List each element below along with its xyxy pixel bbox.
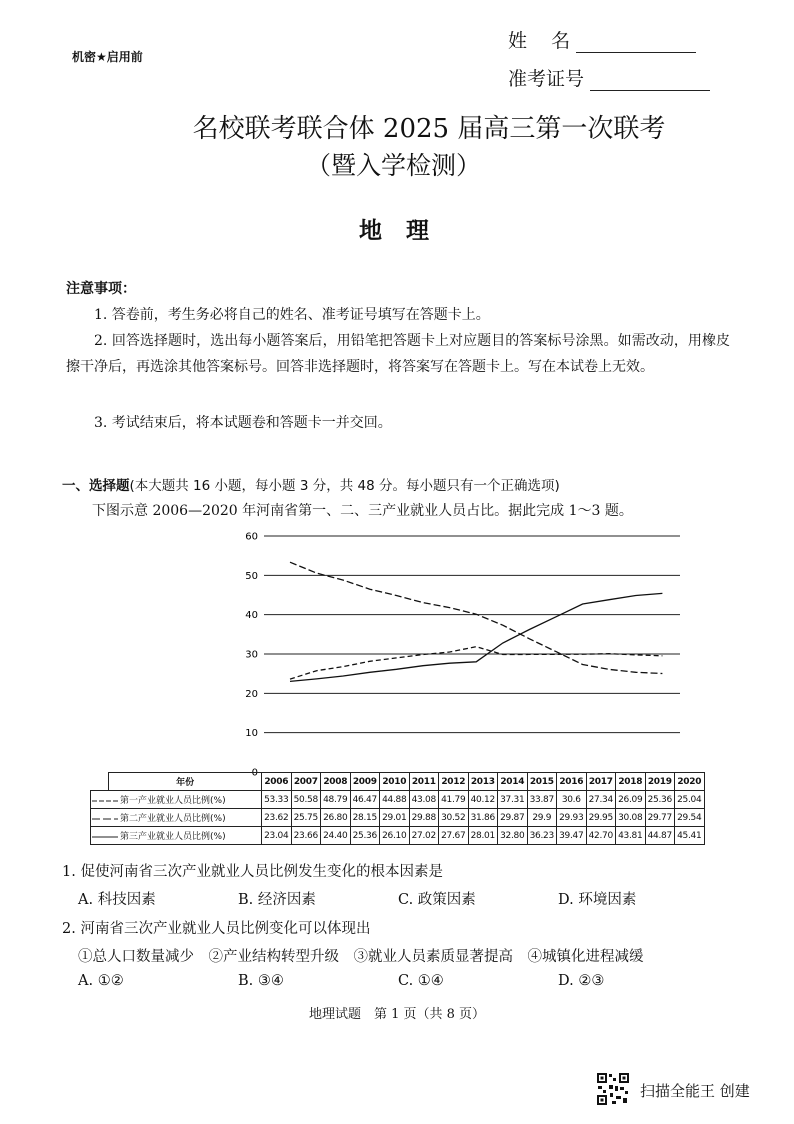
question-1-stem: 1. 促使河南省三次产业就业人员比例发生变化的根本因素是 <box>62 864 443 880</box>
legend-primary-label: 第一产业就业人员比例(%) <box>120 796 226 806</box>
table-cell: 28.15 <box>350 809 380 827</box>
question-1-option-c[interactable]: C. 政策因素 <box>398 892 476 908</box>
section-title: 一、选择题 <box>62 478 130 494</box>
table-row-secondary <box>91 809 705 827</box>
table-year: 2017 <box>586 773 616 791</box>
table-cell: 23.62 <box>262 809 292 827</box>
table-cell: 26.09 <box>616 791 646 809</box>
table-cell: 44.87 <box>645 827 675 845</box>
qr-code-icon <box>596 1072 630 1106</box>
table-cell: 29.54 <box>675 809 705 827</box>
table-cell: 50.58 <box>291 791 321 809</box>
y-tick-label: 10 <box>245 728 258 740</box>
question-1-option-a[interactable]: A. 科技因素 <box>78 892 156 908</box>
table-year: 2018 <box>616 773 646 791</box>
table-cell: 40.12 <box>468 791 498 809</box>
exam-id-field <box>508 64 710 91</box>
question-1-option-d[interactable]: D. 环境因素 <box>558 892 637 908</box>
question-2-option-d[interactable]: D. ②③ <box>558 973 605 989</box>
table-cell: 28.01 <box>468 827 498 845</box>
table-year: 2020 <box>675 773 705 791</box>
table-cell: 48.79 <box>321 791 351 809</box>
table-year: 2006 <box>262 773 292 791</box>
table-cell: 25.36 <box>350 827 380 845</box>
table-cell: 53.33 <box>262 791 292 809</box>
legend-tertiary-line <box>92 834 118 840</box>
scanner-brand: 扫描全能王 创建 <box>640 1082 750 1100</box>
table-cell: 41.79 <box>439 791 469 809</box>
notice-item-3: 3. 考试结束后，将本试题卷和答题卡一并交回。 <box>94 415 392 431</box>
table-cell: 33.87 <box>527 791 557 809</box>
table-cell: 30.08 <box>616 809 646 827</box>
table-year: 2007 <box>291 773 321 791</box>
table-cell: 29.01 <box>380 809 410 827</box>
table-cell: 26.80 <box>321 809 351 827</box>
series-line-secondary <box>290 647 662 679</box>
table-year: 2010 <box>380 773 410 791</box>
section-detail: (本大题共 16 小题，每小题 3 分，共 48 分。每小题只有一个正确选项) <box>129 478 560 494</box>
table-cell: 25.75 <box>291 809 321 827</box>
y-tick-label: 0 <box>251 767 258 779</box>
table-year: 2012 <box>439 773 469 791</box>
name-label: 姓 名 <box>508 30 571 52</box>
table-cell: 36.23 <box>527 827 557 845</box>
y-tick-label: 20 <box>245 688 258 700</box>
table-cell: 46.47 <box>350 791 380 809</box>
y-tick-label: 50 <box>245 570 258 582</box>
table-cell: 27.67 <box>439 827 469 845</box>
table-cell: 23.04 <box>262 827 292 845</box>
table-cell: 29.88 <box>409 809 439 827</box>
table-year: 2015 <box>527 773 557 791</box>
table-year: 2008 <box>321 773 351 791</box>
y-tick-label: 60 <box>245 531 258 543</box>
table-cell: 29.95 <box>586 809 616 827</box>
table-header-year: 年份 <box>109 773 262 791</box>
question-2-statements: ①总人口数量减少 ②产业结构转型升级 ③就业人员素质显著提高 ④城镇化进程减缓 <box>78 949 644 965</box>
legend-tertiary <box>91 827 262 845</box>
table-year: 2009 <box>350 773 380 791</box>
table-cell: 30.6 <box>557 791 587 809</box>
table-cell: 25.04 <box>675 791 705 809</box>
table-cell: 42.70 <box>586 827 616 845</box>
table-year: 2011 <box>409 773 439 791</box>
table-cell: 23.66 <box>291 827 321 845</box>
notice-item-1: 1. 答卷前，考生务必将自己的姓名、准考证号填写在答题卡上。 <box>94 307 490 323</box>
legend-secondary-line <box>92 816 118 822</box>
notice-heading: 注意事项： <box>66 281 136 297</box>
name-blank <box>576 32 696 53</box>
table-cell: 27.02 <box>409 827 439 845</box>
table-cell: 39.47 <box>557 827 587 845</box>
legend-primary-line <box>92 798 118 804</box>
question-1-options <box>78 888 718 909</box>
page-footer: 地理试题 第 1 页（共 8 页） <box>308 1007 486 1022</box>
question-1-option-b[interactable]: B. 经济因素 <box>238 892 316 908</box>
series-line-primary <box>290 562 662 673</box>
subject-title: 地理 <box>359 218 453 244</box>
table-cell: 30.52 <box>439 809 469 827</box>
legend-tertiary-label: 第三产业就业人员比例(%) <box>120 832 226 842</box>
table-cell: 27.34 <box>586 791 616 809</box>
table-cell: 44.88 <box>380 791 410 809</box>
notice-item-2: 2. 回答选择题时，选出每小题答案后，用铅笔把答题卡上对应题目的答案标号涂黑。如需改动，用橡皮擦干净后，再选涂其他答案标号。回答非选择题时，将答案写在答题卡上。写在本试卷上无效。 <box>66 333 730 375</box>
y-tick-label: 40 <box>245 610 258 622</box>
table-cell: 29.87 <box>498 809 528 827</box>
table-cell: 29.77 <box>645 809 675 827</box>
series-line-tertiary <box>290 593 662 681</box>
legend-primary <box>91 791 262 809</box>
table-cell: 25.36 <box>645 791 675 809</box>
table-year: 2014 <box>498 773 528 791</box>
question-2-option-b[interactable]: B. ③④ <box>238 973 284 989</box>
table-cell: 32.80 <box>498 827 528 845</box>
section-header <box>62 474 560 494</box>
table-cell: 43.81 <box>616 827 646 845</box>
table-cell: 26.10 <box>380 827 410 845</box>
exam-id-blank <box>590 70 710 91</box>
y-tick-label: 30 <box>245 649 258 661</box>
name-field <box>508 26 696 53</box>
table-cell: 29.93 <box>557 809 587 827</box>
table-cell: 37.31 <box>498 791 528 809</box>
table-header-row <box>91 773 705 791</box>
table-cell: 24.40 <box>321 827 351 845</box>
question-2-options <box>78 973 718 989</box>
table-cell: 29.9 <box>527 809 557 827</box>
employment-line-chart <box>230 528 690 779</box>
chart-intro: 下图示意 2006—2020 年河南省第一、二、三产业就业人员占比。据此完成 1～3 题。 <box>92 503 633 519</box>
table-corner <box>91 773 109 791</box>
question-2-option-c[interactable]: C. ①④ <box>398 973 444 989</box>
exam-title: 名校联考联合体 2025 届高三第一次联考 <box>192 114 666 144</box>
confidential-mark: 机密★启用前 <box>72 50 143 64</box>
table-year: 2013 <box>468 773 498 791</box>
table-row-tertiary <box>91 827 705 845</box>
legend-secondary-label: 第二产业就业人员比例(%) <box>120 814 226 824</box>
employment-data-table <box>90 772 705 845</box>
table-cell: 45.41 <box>675 827 705 845</box>
question-2-option-a[interactable]: A. ①② <box>78 973 124 989</box>
table-row-primary <box>91 791 705 809</box>
exam-subtitle: （暨入学检测） <box>306 151 482 180</box>
legend-secondary <box>91 809 262 827</box>
exam-id-label: 准考证号 <box>508 68 585 90</box>
question-2-stem: 2. 河南省三次产业就业人员比例变化可以体现出 <box>62 921 371 937</box>
table-cell: 43.08 <box>409 791 439 809</box>
table-year: 2019 <box>645 773 675 791</box>
table-cell: 31.86 <box>468 809 498 827</box>
table-year: 2016 <box>557 773 587 791</box>
